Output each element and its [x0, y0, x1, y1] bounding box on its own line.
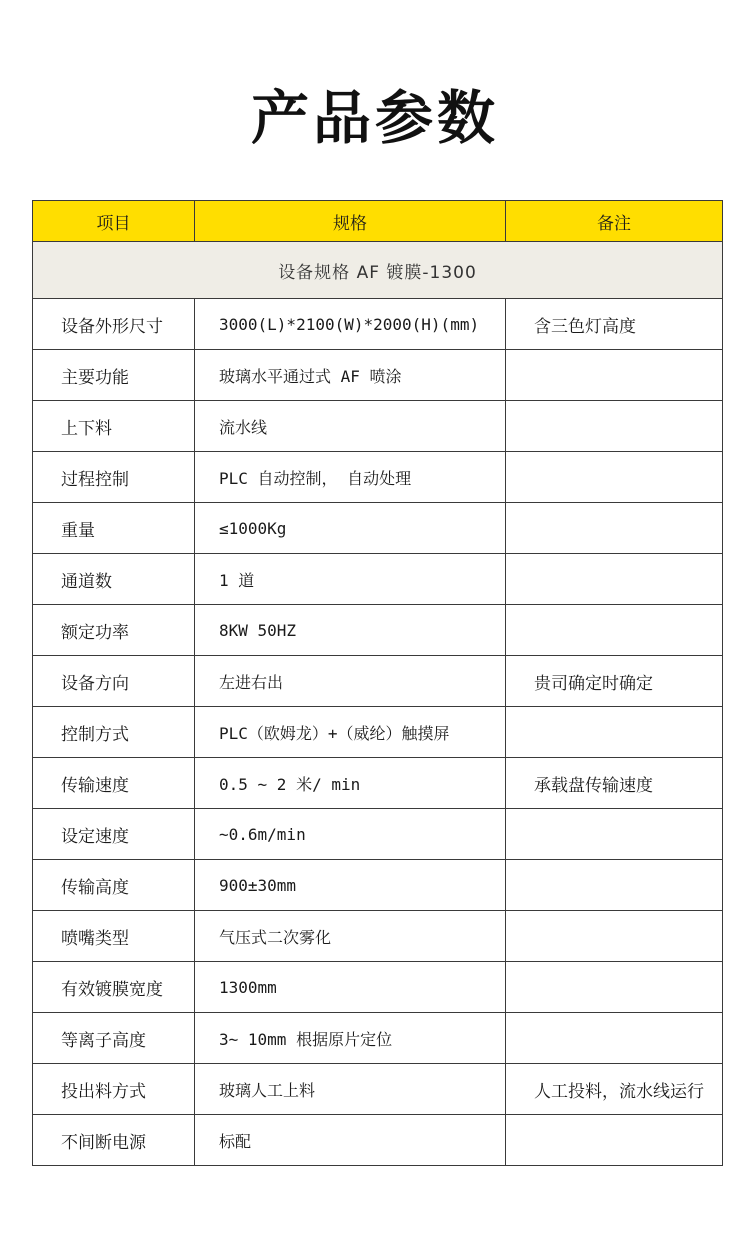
row-spec-cell: 1 道: [195, 554, 506, 605]
row-spec-cell: 3~ 10mm 根据原片定位: [195, 1013, 506, 1064]
row-item-cell: 传输高度: [33, 860, 195, 911]
row-note-cell: [506, 401, 723, 452]
row-item-cell: 主要功能: [33, 350, 195, 401]
table-header-row: [33, 201, 723, 242]
row-spec-cell: 玻璃水平通过式 AF 喷涂: [195, 350, 506, 401]
table-row: [33, 350, 723, 401]
table-row: [33, 911, 723, 962]
header-spec: 规格: [195, 201, 506, 242]
row-note-cell: [506, 503, 723, 554]
table-row: [33, 554, 723, 605]
row-spec-cell: 玻璃人工上料: [195, 1064, 506, 1115]
table-row: [33, 860, 723, 911]
row-item-cell: 设定速度: [33, 809, 195, 860]
row-spec-cell: 3000(L)*2100(W)*2000(H)(mm): [195, 299, 506, 350]
row-item-cell: 设备外形尺寸: [33, 299, 195, 350]
row-item-cell: 等离子高度: [33, 1013, 195, 1064]
row-note-cell: 贵司确定时确定: [506, 656, 723, 707]
row-spec-cell: 8KW 50HZ: [195, 605, 506, 656]
row-note-cell: [506, 911, 723, 962]
row-item-cell: 通道数: [33, 554, 195, 605]
row-note-cell: 含三色灯高度: [506, 299, 723, 350]
row-item-cell: 额定功率: [33, 605, 195, 656]
row-item-cell: 重量: [33, 503, 195, 554]
table-row: [33, 605, 723, 656]
row-item-cell: 过程控制: [33, 452, 195, 503]
row-item-cell: 设备方向: [33, 656, 195, 707]
section-row: [33, 242, 723, 299]
row-spec-cell: 0.5 ~ 2 米/ min: [195, 758, 506, 809]
table-row: [33, 707, 723, 758]
table-row: [33, 1013, 723, 1064]
table-row: [33, 299, 723, 350]
row-item-cell: 喷嘴类型: [33, 911, 195, 962]
row-note-cell: [506, 1013, 723, 1064]
row-note-cell: [506, 962, 723, 1013]
table-row: [33, 1064, 723, 1115]
table-row: [33, 1115, 723, 1166]
row-note-cell: [506, 1115, 723, 1166]
header-note: 备注: [506, 201, 723, 242]
table-row: [33, 503, 723, 554]
row-note-cell: 承载盘传输速度: [506, 758, 723, 809]
table-row: [33, 809, 723, 860]
row-spec-cell: 900±30mm: [195, 860, 506, 911]
spec-table: [32, 200, 723, 1166]
row-spec-cell: 流水线: [195, 401, 506, 452]
row-spec-cell: PLC 自动控制， 自动处理: [195, 452, 506, 503]
row-spec-cell: PLC（欧姆龙）+（威纶）触摸屏: [195, 707, 506, 758]
row-note-cell: [506, 809, 723, 860]
row-item-cell: 传输速度: [33, 758, 195, 809]
row-item-cell: 投出料方式: [33, 1064, 195, 1115]
section-title: 设备规格 AF 镀膜-1300: [33, 242, 723, 299]
row-spec-cell: 标配: [195, 1115, 506, 1166]
row-note-cell: [506, 350, 723, 401]
row-spec-cell: 左进右出: [195, 656, 506, 707]
row-note-cell: [506, 554, 723, 605]
row-item-cell: 上下料: [33, 401, 195, 452]
row-note-cell: [506, 452, 723, 503]
page-title: 产品参数: [250, 84, 499, 152]
row-item-cell: 有效镀膜宽度: [33, 962, 195, 1013]
row-spec-cell: ≤1000Kg: [195, 503, 506, 554]
row-item-cell: 不间断电源: [33, 1115, 195, 1166]
row-note-cell: 人工投料，流水线运行: [506, 1064, 723, 1115]
row-note-cell: [506, 707, 723, 758]
row-note-cell: [506, 605, 723, 656]
row-item-cell: 控制方式: [33, 707, 195, 758]
table-row: [33, 962, 723, 1013]
table-row: [33, 656, 723, 707]
table-row: [33, 452, 723, 503]
header-item: 项目: [33, 201, 195, 242]
row-spec-cell: ~0.6m/min: [195, 809, 506, 860]
table-row: [33, 758, 723, 809]
row-spec-cell: 气压式二次雾化: [195, 911, 506, 962]
table-row: [33, 401, 723, 452]
row-note-cell: [506, 860, 723, 911]
row-spec-cell: 1300mm: [195, 962, 506, 1013]
